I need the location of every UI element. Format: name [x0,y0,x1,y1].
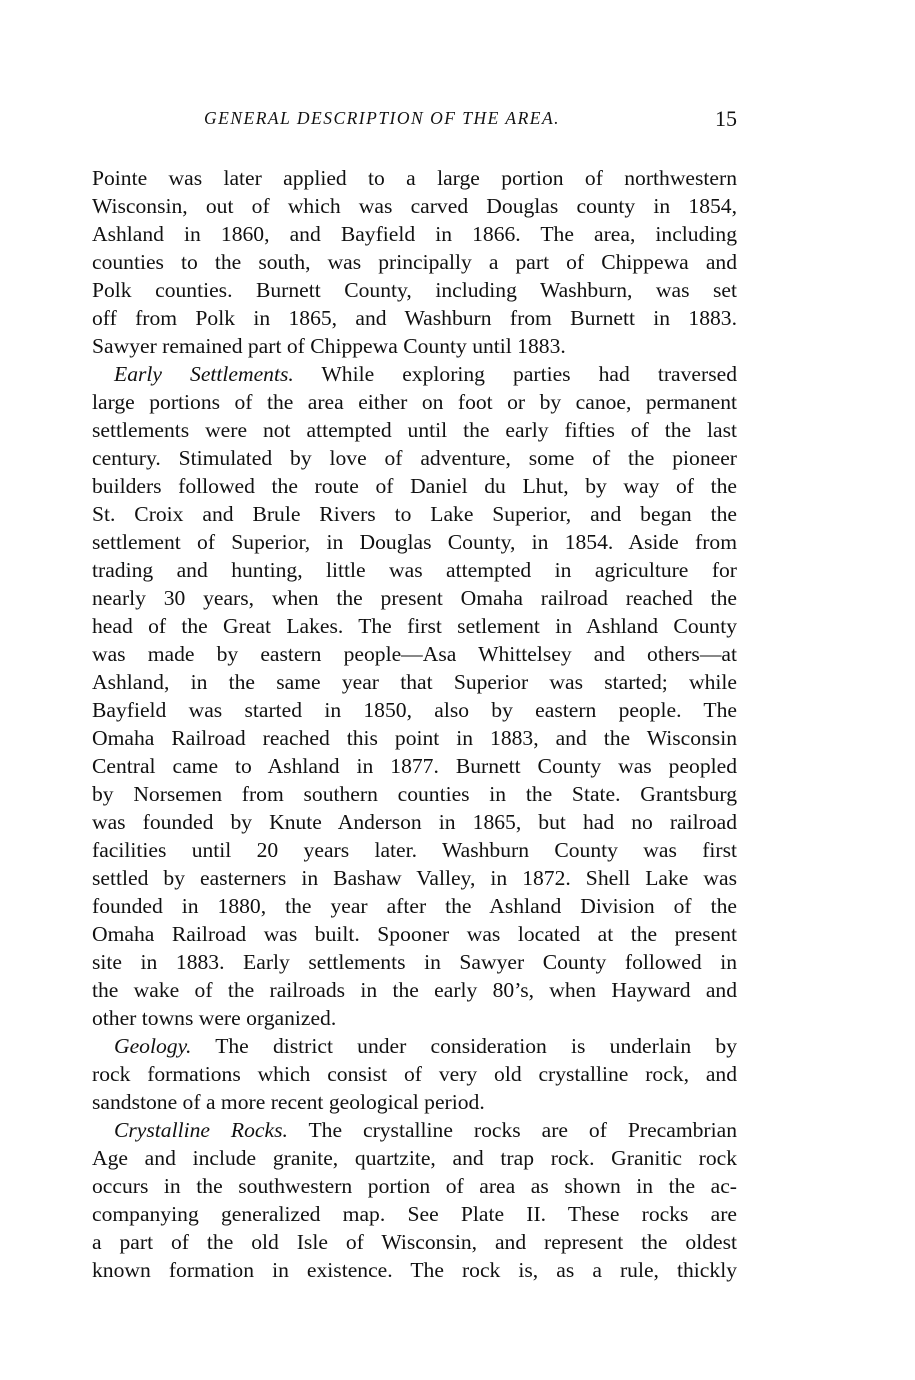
text-line: occurs in the southwestern portion of area as shown in the ac- [92,1174,737,1198]
paragraph-first-line [92,1032,737,1060]
paragraph-first-line [92,1116,737,1144]
text-line: known formation in existence. The rock is, as a rule, thickly [92,1258,737,1282]
text-line: Omaha Railroad reached this point in 1883, and the Wisconsin [92,726,737,750]
text-line: Ashland in 1860, and Bayfield in 1866. The area, including [92,222,737,246]
page-number: 15 [715,106,737,131]
text-line: trading and hunting, little was attempted in agriculture for [92,558,737,582]
text-line: facilities until 20 years later. Washburn County was first [92,838,737,862]
text-line: Ashland, in the same year that Superior was started; while [92,670,737,694]
text-line: other towns were organized. [92,1006,337,1030]
text-fragment: While exploring parties had traversed [293,362,737,386]
text-line: Age and include granite, quartzite, and trap rock. Granitic rock [92,1146,737,1170]
text-line: Wisconsin, out of which was carved Douglas county in 1854, [92,194,737,218]
text-line: settled by easterners in Bashaw Valley, in 1872. Shell Lake was [92,866,737,890]
text-line: Central came to Ashland in 1877. Burnett County was peopled [92,754,737,778]
text-line: head of the Great Lakes. The first setlement in Ashland County [92,614,737,638]
section-heading-geology: Geology. [114,1034,192,1058]
text-line: settlements were not attempted until the early fifties of the last [92,418,737,442]
text-line: a part of the old Isle of Wisconsin, and represent the oldest [92,1230,737,1254]
body-text [92,164,737,1284]
paragraph-first-line [92,360,737,388]
text-line: large portions of the area either on foot or by canoe, permanent [92,390,737,414]
section-heading-crystalline-rocks: Crystalline Rocks. [114,1118,288,1142]
text-line: was made by eastern people—Asa Whittelsey and others—at [92,642,737,666]
text-line: counties to the south, was principally a part of Chippewa and [92,250,737,274]
text-line: was founded by Knute Anderson in 1865, but had no railroad [92,810,737,834]
running-title: GENERAL DESCRIPTION OF THE AREA. [204,108,561,128]
text-line: rock formations which consist of very old crystalline rock, and [92,1062,737,1086]
text-line: Omaha Railroad was built. Spooner was located at the present [92,922,737,946]
text-line: century. Stimulated by love of adventure, some of the pioneer [92,446,737,470]
text-line: site in 1883. Early settlements in Sawyer County followed in [92,950,737,974]
text-line: by Norsemen from southern counties in the State. Grantsburg [92,782,737,806]
text-line: the wake of the railroads in the early 80’s, when Hayward and [92,978,737,1002]
running-header [92,104,737,134]
text-line: settlement of Superior, in Douglas County, in 1854. Aside from [92,530,737,554]
text-line: founded in 1880, the year after the Ashland Division of the [92,894,737,918]
text-line: Sawyer remained part of Chippewa County until 1883. [92,334,566,358]
text-line: Bayfield was started in 1850, also by eastern people. The [92,698,737,722]
section-heading-early-settlements: Early Settlements. [114,362,294,386]
text-line: nearly 30 years, when the present Omaha railroad reached the [92,586,737,610]
text-fragment: The crystalline rocks are of Precambrian [287,1118,737,1142]
text-fragment: The district under consideration is underlain by [191,1034,737,1058]
text-line: sandstone of a more recent geological period. [92,1090,485,1114]
text-line: St. Croix and Brule Rivers to Lake Superior, and began the [92,502,737,526]
text-line: off from Polk in 1865, and Washburn from Burnett in 1883. [92,306,737,330]
text-line: Pointe was later applied to a large portion of northwestern [92,166,737,190]
text-line: Polk counties. Burnett County, including Washburn, was set [92,278,737,302]
text-line: companying generalized map. See Plate II. These rocks are [92,1202,737,1226]
text-line: builders followed the route of Daniel du Lhut, by way of the [92,474,737,498]
